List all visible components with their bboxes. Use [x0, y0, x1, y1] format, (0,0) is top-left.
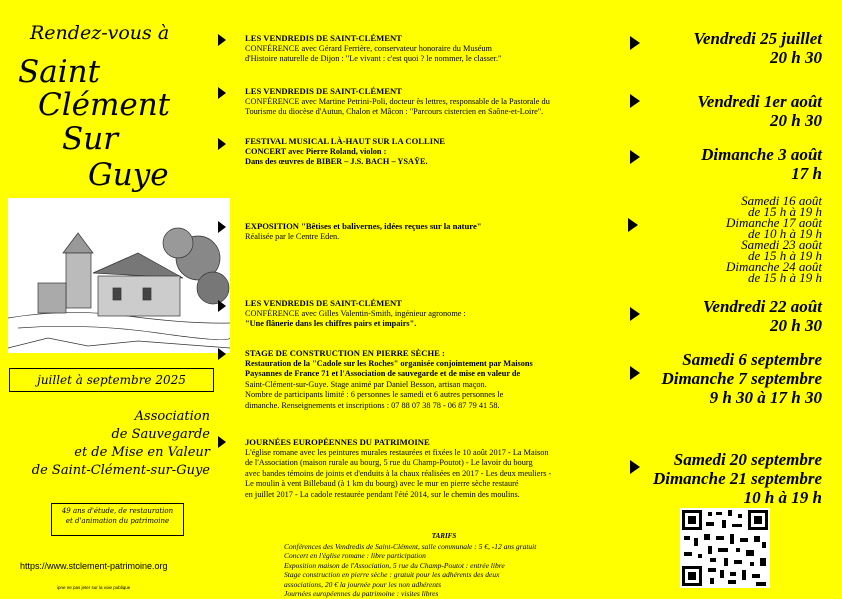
tarifs-title: TARIFS [431, 532, 457, 540]
event-7-line-3: avec bandes témoins de joints et d'enduits à la chaux réalisées en 2017 - Les deux meuliers - [245, 468, 552, 478]
event-7-date [653, 450, 822, 507]
event-4-slot: de 15 h à 19 h [747, 270, 822, 285]
event-1 [245, 33, 630, 65]
event-4-date [726, 195, 822, 283]
event-1-line-2: d'Histoire naturelle de Dijon : "Le vivant : c'est quoi ? le nommer, le classer." [245, 54, 502, 63]
title-line-3: Sur [62, 121, 119, 157]
event-5 [245, 298, 630, 330]
event-2-line-2: Tourisme du diocèse d'Autun, Chalon et Mâcon : "Parcours cistercien en Saône-et-Loire". [245, 107, 544, 116]
event-6-time: 9 h 30 à 17 h 30 [709, 388, 822, 407]
association-line-3: et de Mise en Valeur [74, 445, 210, 460]
event-4-slot: de 10 h à 19 h [747, 226, 822, 241]
event-1-date [694, 29, 822, 67]
event-5-line-1: CONFÉRENCE avec Gilles Valentin-Smith, ingénieur agronome : [245, 308, 466, 318]
arrow-icon [218, 300, 226, 312]
event-4-slot: de 15 h à 19 h [747, 248, 822, 263]
event-6-line-3: Saint-Clément-sur-Guye. Stage animé par Daniel Besson, artisan maçon. [245, 379, 487, 389]
arrow-icon [630, 307, 640, 321]
tarifs-line: Concert en l'église romane : libre participation [284, 551, 426, 560]
event-3 [245, 136, 630, 168]
period-box: juillet à septembre 2025 [9, 368, 214, 392]
event-2-heading: LES VENDREDIS DE SAINT-CLÉMENT [245, 86, 402, 96]
arrow-icon [218, 138, 226, 150]
arrow-icon [630, 150, 640, 164]
tarifs-block [284, 532, 604, 599]
arrow-icon [218, 348, 226, 360]
event-2 [245, 86, 630, 118]
arrow-icon [628, 218, 638, 232]
event-7-line-5: en juillet 2017 - La cadole restaurée pendant l'été 2014, sur le chemin des moulins. [245, 489, 520, 499]
event-2-time: 20 h 30 [770, 111, 822, 130]
event-6-heading: STAGE DE CONSTRUCTION EN PIERRE SÈCHE : [245, 348, 445, 358]
title-line-4: Guye [88, 157, 169, 193]
event-3-line-1: CONCERT avec Pierre Roland, violon : [245, 146, 387, 156]
arrow-icon [630, 460, 640, 474]
footer-note: ipne ne pas jeter sur la voie publique [57, 585, 131, 590]
event-7 [245, 437, 630, 500]
event-3-day: Dimanche 3 août [701, 145, 822, 164]
event-4-slot: Samedi 23 août [741, 237, 822, 252]
event-6-line-1: Restauration de la "Cadole sur les Roches" organisée conjointement par Maisons [245, 358, 533, 368]
event-5-date [703, 297, 822, 335]
event-6-day-2: Dimanche 7 septembre [661, 369, 822, 388]
event-6-date [661, 350, 822, 407]
association-name [5, 408, 210, 480]
association-line-4: de Saint-Clément-sur-Guye [31, 463, 210, 478]
event-4-heading: EXPOSITION "Bêtises et balivernes, idées reçues sur la nature" [245, 221, 482, 231]
event-7-line-2: de l'Association (maison rurale au bourg, 5 rue du Champ-Poutot) - Le lavoir du bourg [245, 458, 533, 467]
arrow-icon [218, 87, 226, 99]
event-1-line-1: CONFÉRENCE avec Gérard Ferrière, conservateur honoraire du Muséum [245, 43, 492, 53]
arrow-icon [630, 94, 640, 108]
event-1-heading: LES VENDREDIS DE SAINT-CLÉMENT [245, 33, 402, 43]
event-6-day-1: Samedi 6 septembre [682, 350, 822, 369]
event-2-date [697, 92, 822, 130]
website-link[interactable]: https://www.stclement-patrimoine.org [20, 561, 168, 571]
event-2-day: Vendredi 1er août [697, 92, 822, 111]
event-3-date [701, 145, 822, 183]
event-5-day: Vendredi 22 août [702, 297, 822, 316]
event-3-line-2: Dans des œuvres de BIBER – J.S. BACH – YSAŸE. [245, 157, 428, 166]
arrow-icon [630, 36, 640, 50]
anniversary-line-2: et d'animation du patrimoine [65, 517, 170, 525]
arrow-icon [218, 436, 226, 448]
event-4-slot: Dimanche 17 août [725, 215, 822, 230]
tarifs-line: Journées européennes du patrimoine : visites libres [284, 589, 439, 598]
event-3-time: 17 h [791, 164, 822, 183]
event-3-heading: FESTIVAL MUSICAL LÀ-HAUT SUR LA COLLINE [245, 136, 446, 146]
event-6-line-2: Paysannes de France 71 et l'Association de sauvegarde et de mise en valeur de [245, 369, 521, 378]
tarifs-line: associations, 20 € la journée pour les non adhérents [284, 579, 442, 589]
event-4-slot: Samedi 16 août [741, 193, 822, 208]
rendezvous-heading: Rendez-vous à [30, 22, 170, 44]
event-4-slot: de 15 h à 19 h [747, 204, 822, 219]
event-7-day-2: Dimanche 21 septembre [652, 469, 822, 488]
arrow-icon [218, 221, 226, 233]
title-line-1: Saint [18, 54, 101, 90]
event-7-line-1: L'église romane avec les peintures murales restaurées et fixées le 10 août 2017 - La Maison [245, 447, 549, 457]
event-5-line-2: "Une flânerie dans les chiffres pairs et impairs". [245, 319, 417, 328]
event-1-time: 20 h 30 [770, 48, 822, 67]
event-6-line-5: dimanche. Renseignements et inscriptions : 07 88 07 38 78 - 06 87 79 41 58. [245, 400, 500, 410]
event-4-slot: Dimanche 24 août [725, 259, 822, 274]
event-7-line-4: Le moulin à vent Billebaud (à 1 km du bourg) avec le mur en pierre sèche restauré [245, 479, 519, 488]
event-5-time: 20 h 30 [770, 316, 822, 335]
arrow-icon [218, 34, 226, 46]
tarifs-line: Conférences des Vendredis de Saint-Clément, salle communale : 5 €, -12 ans gratuit [284, 541, 537, 551]
anniversary-line-1: 49 ans d'étude, de restauration [61, 507, 174, 515]
event-1-day: Vendredi 25 juillet [693, 29, 822, 48]
tarifs-line: Exposition maison de l'Association, 5 rue du Champ-Poutot : entrée libre [284, 560, 505, 570]
event-7-day-1: Samedi 20 septembre [673, 450, 822, 469]
event-6 [245, 348, 630, 411]
event-4-line-1: Réalisée par le Centre Eden. [245, 231, 340, 241]
arrow-icon [630, 366, 640, 380]
event-5-heading: LES VENDREDIS DE SAINT-CLÉMENT [245, 298, 402, 308]
event-7-heading: JOURNÉES EUROPÉENNES DU PATRIMOINE [245, 437, 430, 447]
event-6-line-4: Nombre de participants limité : 6 personnes le samedi et 6 autres personnes le [245, 390, 504, 399]
event-4 [245, 221, 630, 242]
association-line-1: Association [134, 409, 210, 424]
event-2-line-1: CONFÉRENCE avec Martine Petrini-Poli, docteur ès lettres, responsable de la Pastorale du [245, 96, 550, 106]
title-line-2: Clément [38, 87, 171, 123]
association-line-2: de Sauvegarde [111, 427, 210, 442]
tarifs-line: Stage construction en pierre sèche : gratuit pour les adhérents des deux [284, 570, 500, 579]
qr-code[interactable] [680, 508, 770, 588]
village-sketch [8, 198, 230, 353]
event-7-time: 10 h à 19 h [743, 488, 822, 507]
anniversary-box [51, 503, 184, 536]
